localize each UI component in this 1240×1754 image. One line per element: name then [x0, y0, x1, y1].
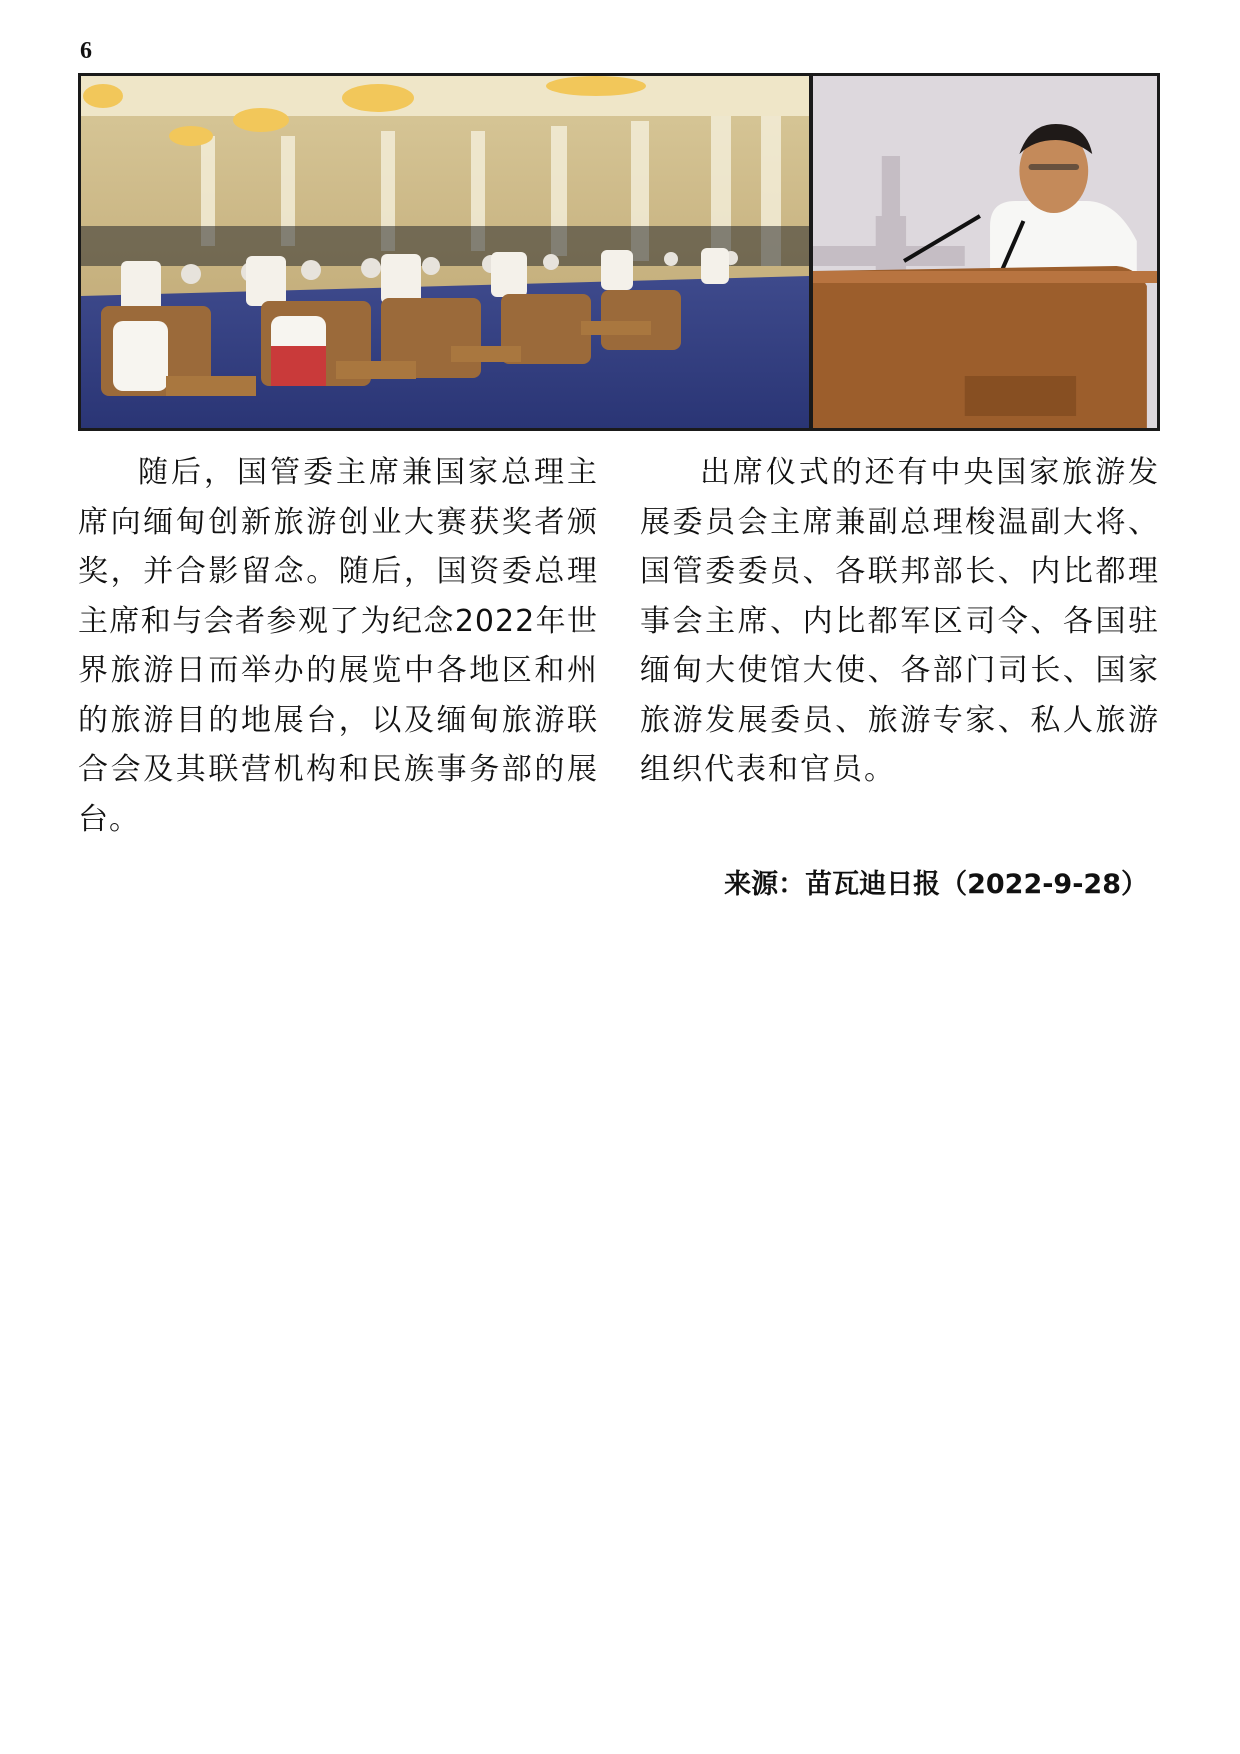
speaker-at-podium-photo-icon: [813, 76, 1157, 428]
source-credit: 来源：苗瓦迪日报（2022-9-28）: [724, 869, 1148, 900]
article-column-left: [78, 448, 598, 844]
article-paragraph-right: 出席仪式的还有中央国家旅游发展委员会主席兼副总理梭温副大将、国管委委员、各联邦部长、内比都理事会主席、内比都军区司令、各国驻缅甸大使馆大使、各部门司长、国家旅游发展委员、旅游专家、私人旅游组织代表和官员。: [640, 455, 1160, 787]
conference-hall-audience-photo-icon: [81, 76, 809, 428]
article-column-right: [640, 448, 1160, 795]
photo-strip: [78, 73, 1160, 431]
speaker-photo: [813, 76, 1157, 428]
conference-hall-photo: [81, 76, 809, 428]
article-paragraph-left: 随后，国管委主席兼国家总理主席向缅甸创新旅游创业大赛获奖者颁奖，并合影留念。随后，国资委总理主席和与会者参观了为纪念2022年世界旅游日而举办的展览中各地区和州的旅游目的地展台，以及缅甸旅游联合会及其联营机构和民族事务部的展台。: [78, 455, 598, 837]
page-number: 6: [80, 38, 92, 64]
